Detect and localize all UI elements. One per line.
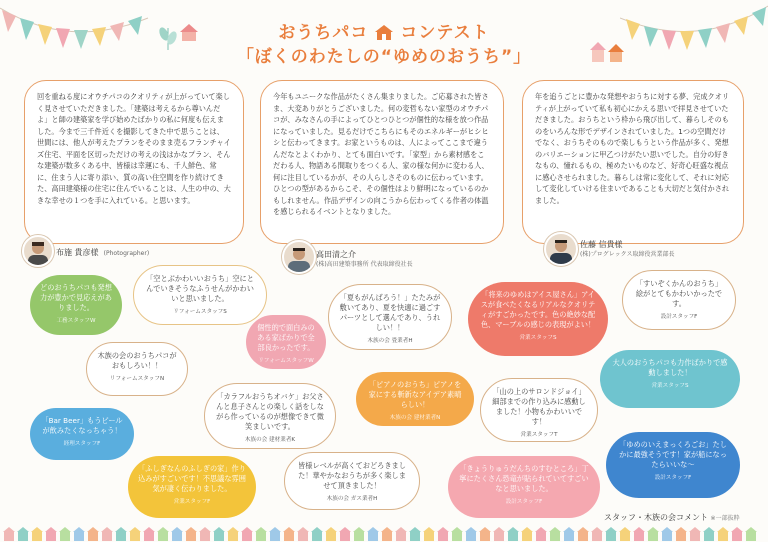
- comment-author: 設計スタッフF: [654, 475, 692, 481]
- strip-house: [452, 532, 462, 541]
- strip-roof: [647, 527, 659, 532]
- strip-roof: [283, 527, 295, 532]
- avatar: [282, 240, 316, 274]
- comment-text: 「カラフルおうちオバケ」お父さんと息子さんとの楽しく話をしながら作っているのが想像できて微笑ましいです。: [216, 392, 324, 431]
- strip-house: [494, 532, 504, 541]
- comment-bubble: [328, 284, 452, 350]
- strip-roof: [717, 527, 729, 532]
- strip-roof: [493, 527, 505, 532]
- comment-bubble: [246, 315, 326, 369]
- comment-author: 営業スタッフS: [519, 335, 557, 341]
- comment-text: どのおうちパコも発想力が豊かで見応えがありました。: [40, 283, 112, 312]
- strip-house: [564, 532, 574, 541]
- strip-roof: [451, 527, 463, 532]
- strip-house: [550, 532, 560, 541]
- judge-name-block-3: [580, 240, 675, 260]
- strip-house: [592, 532, 602, 541]
- strip-roof: [521, 527, 533, 532]
- strip-house: [620, 532, 630, 541]
- strip-house: [46, 532, 56, 541]
- comment-author: リフォームスタッフS: [173, 309, 227, 315]
- strip-house: [298, 532, 308, 541]
- judge-comment-2: [260, 80, 504, 244]
- comment-bubble: [468, 282, 608, 356]
- strip-house: [438, 532, 448, 541]
- strip-house: [228, 532, 238, 541]
- strip-house: [60, 532, 70, 541]
- comment-text: 「山の上のサロンドジョイ」細部までの作り込みに感動しました！小物もかわいいです！: [492, 387, 586, 426]
- strip-roof: [367, 527, 379, 532]
- judge-comment-text: 年を追うごとに豊かな発想やおうちに対する夢、完成クオリティが上がっていて私も初心にかえる思いで拝見させていただきました。おうちという枠から飛び出して、暮らしそのものをいろんな形でデザインされていました。1つの空間だけでなく、おうちそのもので楽しもうという作品が多く、発想のバリエーションに甲乙つけがたい思いでした。自分の好きなもの、憧れるもの、極めたいものなど、好奇心旺盛な視点に感心させられました。暮らしは常に変化して、それに対応して変化していける住まいであることも大切だと気付かされました。: [535, 92, 730, 205]
- comment-author: 木族の会 建材業者K: [244, 437, 296, 443]
- judge-name: 佐藤 信貴様: [580, 240, 623, 249]
- avatar: [22, 235, 54, 267]
- strip-roof: [437, 527, 449, 532]
- strip-roof: [689, 527, 701, 532]
- avatar: [544, 232, 578, 266]
- footer-staff: スタッフ・木族の会コメント: [604, 513, 708, 522]
- strip-house: [648, 532, 658, 541]
- comment-text: 「夏もがんばろう！」たたみが敷いてあり、夏を快適に過ごすパーツとして選んであり、うれしい！！: [339, 293, 441, 332]
- comment-bubble: [356, 372, 474, 426]
- judge-name: 布施 貴彦様: [56, 248, 99, 257]
- comment-text: 木族の会のおうちパコがおもしろい！！: [97, 351, 177, 370]
- comment-bubble: [600, 350, 740, 408]
- strip-house: [410, 532, 420, 541]
- strip-roof: [535, 527, 547, 532]
- strip-house: [746, 532, 756, 541]
- strip-house: [522, 532, 532, 541]
- strip-roof: [577, 527, 589, 532]
- strip-roof: [157, 527, 169, 532]
- strip-roof: [633, 527, 645, 532]
- comment-bubble: [284, 452, 420, 510]
- strip-roof: [59, 527, 71, 532]
- strip-roof: [381, 527, 393, 532]
- title-right: コンテスト: [400, 23, 490, 43]
- strip-house: [270, 532, 280, 541]
- comment-bubble: [204, 383, 336, 449]
- comment-bubble: [128, 456, 256, 518]
- strip-house: [424, 532, 434, 541]
- comment-author: 経理スタッフF: [63, 441, 101, 447]
- page-title: [0, 18, 768, 43]
- strip-roof: [31, 527, 43, 532]
- judge-comment-1: [24, 80, 244, 244]
- strip-roof: [199, 527, 211, 532]
- comment-author: 木族の会 建材業者N: [389, 415, 441, 421]
- comment-bubble: [622, 270, 736, 330]
- strip-house: [74, 532, 84, 541]
- strip-house: [312, 532, 322, 541]
- strip-roof: [3, 527, 15, 532]
- comment-author: リフォームスタッフN: [109, 376, 165, 382]
- strip-house: [214, 532, 224, 541]
- strip-roof: [409, 527, 421, 532]
- strip-house: [200, 532, 210, 541]
- strip-roof: [661, 527, 673, 532]
- house-strip: [0, 526, 768, 542]
- strip-roof: [591, 527, 603, 532]
- comment-author: 木族の会 畳業者H: [367, 338, 413, 344]
- comment-bubble: [480, 378, 598, 442]
- strip-roof: [213, 527, 225, 532]
- comment-text: 「すいぞくかんのおうち」絵がとてもかわいかったです。: [635, 279, 723, 308]
- strip-roof: [45, 527, 57, 532]
- strip-house: [704, 532, 714, 541]
- comment-text: 個性的で面白みのある家ばかりで全部良かったです。: [257, 323, 315, 352]
- strip-house: [396, 532, 406, 541]
- strip-roof: [143, 527, 155, 532]
- strip-house: [130, 532, 140, 541]
- comment-bubble: [30, 275, 122, 335]
- strip-roof: [115, 527, 127, 532]
- strip-roof: [73, 527, 85, 532]
- judge-name-block-1: [56, 240, 149, 259]
- judge-role: (Photographer): [103, 250, 150, 257]
- strip-roof: [675, 527, 687, 532]
- strip-house: [102, 532, 112, 541]
- judge-name-block-2: [316, 250, 413, 270]
- strip-roof: [129, 527, 141, 532]
- judge-name: 高田清之介: [316, 250, 356, 259]
- comment-author: 営業スタッフF: [173, 499, 211, 505]
- strip-house: [606, 532, 616, 541]
- strip-roof: [17, 527, 29, 532]
- strip-house: [368, 532, 378, 541]
- strip-house: [718, 532, 728, 541]
- strip-roof: [171, 527, 183, 532]
- comment-bubble: [606, 432, 740, 498]
- comment-bubble: [448, 456, 600, 518]
- strip-roof: [507, 527, 519, 532]
- comment-text: 「Bar Beer」もうビールが飲みたくなっちゃう！: [41, 416, 123, 435]
- comment-author: 工務スタッフW: [56, 318, 96, 324]
- strip-roof: [703, 527, 715, 532]
- strip-roof: [325, 527, 337, 532]
- strip-house: [354, 532, 364, 541]
- strip-roof: [185, 527, 197, 532]
- judge-comment-text: 今年もユニークな作品がたくさん集まりました。ご応募された皆さま、大変ありがとうございました。何の変哲もない家型のオウチパコが、みなさんの手によってひとつひとつが個性的な様を放つ作品になっていました。見るだけでこちらにもそのエネルギーがヒシヒシと伝わってきます。お家というものは、人によってここまで違うんだなとよくわかり、とても面白いです。「家型」から素材感をこだわる人、物語ある間取りをつくる人、家の様な何かに変わる人、何に注目しているかが、その人らしさそのものに伝わっています。ひとつの型があるからこそ、その個性はより鮮明になっているのかもしれません。作品デザインの向こうから伝わってくる作者の体温を感じられるイベントとなりました。: [273, 92, 489, 216]
- strip-house: [242, 532, 252, 541]
- comment-bubble: [30, 408, 134, 460]
- strip-house: [536, 532, 546, 541]
- strip-house: [634, 532, 644, 541]
- comment-text: 皆様レベルが高くておどろきました！華やかなおうちが多く楽しませて頂きました！: [298, 461, 406, 490]
- strip-house: [32, 532, 42, 541]
- title-left: おうちパコ: [278, 23, 369, 43]
- strip-roof: [269, 527, 281, 532]
- strip-house: [18, 532, 28, 541]
- comment-author: リフォームスタッフW: [258, 358, 314, 364]
- comment-text: 「ふしぎなんのふしぎの家」作り込みがすごいです！不思議な雰囲気が凄く伝わりました。: [138, 464, 246, 493]
- strip-roof: [241, 527, 253, 532]
- comment-text: 「ゆめのいえまっくろごお」たしかに最強そうです！家が船になったらいいな～: [619, 440, 727, 469]
- strip-house: [172, 532, 182, 541]
- strip-house: [186, 532, 196, 541]
- strip-house: [144, 532, 154, 541]
- strip-roof: [255, 527, 267, 532]
- strip-house: [116, 532, 126, 541]
- strip-house: [382, 532, 392, 541]
- strip-house: [88, 532, 98, 541]
- comment-text: 大人のおうちパコも力作ばかりで感動しました！: [612, 358, 728, 377]
- comment-text: 「ピアノのおうち」ピアノを家にする斬新なアイデア素晴らしい！: [368, 380, 462, 409]
- strip-roof: [297, 527, 309, 532]
- judge-role: (株)プログレックス取締役営業部長: [580, 251, 675, 258]
- strip-roof: [353, 527, 365, 532]
- comment-text: 「きょうりゅうだんちのすむところ」丁寧にたくさん恐竜が貼られていてすごいなと思いました。: [459, 464, 589, 493]
- comment-author: 設計スタッフF: [505, 499, 543, 505]
- strip-house: [508, 532, 518, 541]
- comment-bubble: [86, 342, 188, 396]
- strip-house: [466, 532, 476, 541]
- strip-roof: [745, 527, 757, 532]
- comment-author: 設計スタッフF: [660, 314, 698, 320]
- page-subtitle: 「ぼくのわたしの“ゆめのおうち”」: [236, 47, 532, 67]
- strip-roof: [465, 527, 477, 532]
- strip-house: [662, 532, 672, 541]
- strip-roof: [563, 527, 575, 532]
- strip-roof: [101, 527, 113, 532]
- strip-house: [158, 532, 168, 541]
- strip-house: [480, 532, 490, 541]
- strip-roof: [479, 527, 491, 532]
- footer-credit: [604, 512, 740, 523]
- strip-roof: [423, 527, 435, 532]
- strip-roof: [227, 527, 239, 532]
- comment-text: 「空とぶかわいいおうち」空にとんでいきそうなふうせんがかわいいと思いました。: [146, 274, 254, 303]
- strip-house: [340, 532, 350, 541]
- footer-note: ※一部抜粋: [710, 515, 740, 522]
- judge-comment-3: [522, 80, 744, 244]
- strip-roof: [311, 527, 323, 532]
- strip-house: [690, 532, 700, 541]
- strip-house: [676, 532, 686, 541]
- strip-house: [256, 532, 266, 541]
- comment-bubble: [133, 265, 267, 325]
- strip-roof: [619, 527, 631, 532]
- strip-house: [4, 532, 14, 541]
- comment-text: 「将来のゆめはアイス屋さん」アイスが食べたくなるリアルなクオリティがすごかったです。色の絶妙な配色、マーブルの感じの表現がよい！: [480, 290, 596, 329]
- strip-roof: [395, 527, 407, 532]
- comment-author: 営業スタッフT: [520, 432, 558, 438]
- judge-role: (株)高田建築事務所 代表取締役社長: [316, 261, 413, 268]
- judge-comment-text: 回を重ねる度にオウチパコのクオリティが上がっていて楽しく見させていただきました。「建築は考えるから尊いんだよ」と師の建築家を学び始めたばかりの私に何度も伝えました。今まで三千件近くを撮影してきた中で思うことは、世間には、他人が考えたプランをそのまま売るフランチャイズ住宅、平面を区切っただけの考えの浅はかなプラン、そんな建築が数多くある中、皆様は幸運にも、千人鮮色、常に、住まう人に寄り添い、質の高い住空間を作り続けてきた、高田建築様の住宅に住んでいることは、人生の中の、大きな幸せの１つを手に入れている。と思います。: [37, 92, 231, 205]
- strip-house: [326, 532, 336, 541]
- strip-house: [732, 532, 742, 541]
- strip-roof: [339, 527, 351, 532]
- house-icon: [374, 24, 394, 40]
- strip-roof: [731, 527, 743, 532]
- strip-roof: [549, 527, 561, 532]
- strip-house: [578, 532, 588, 541]
- strip-roof: [87, 527, 99, 532]
- comment-author: 木族の会 ガス業者H: [326, 496, 378, 502]
- strip-roof: [605, 527, 617, 532]
- comment-author: 営業スタッフS: [651, 383, 689, 389]
- strip-house: [284, 532, 294, 541]
